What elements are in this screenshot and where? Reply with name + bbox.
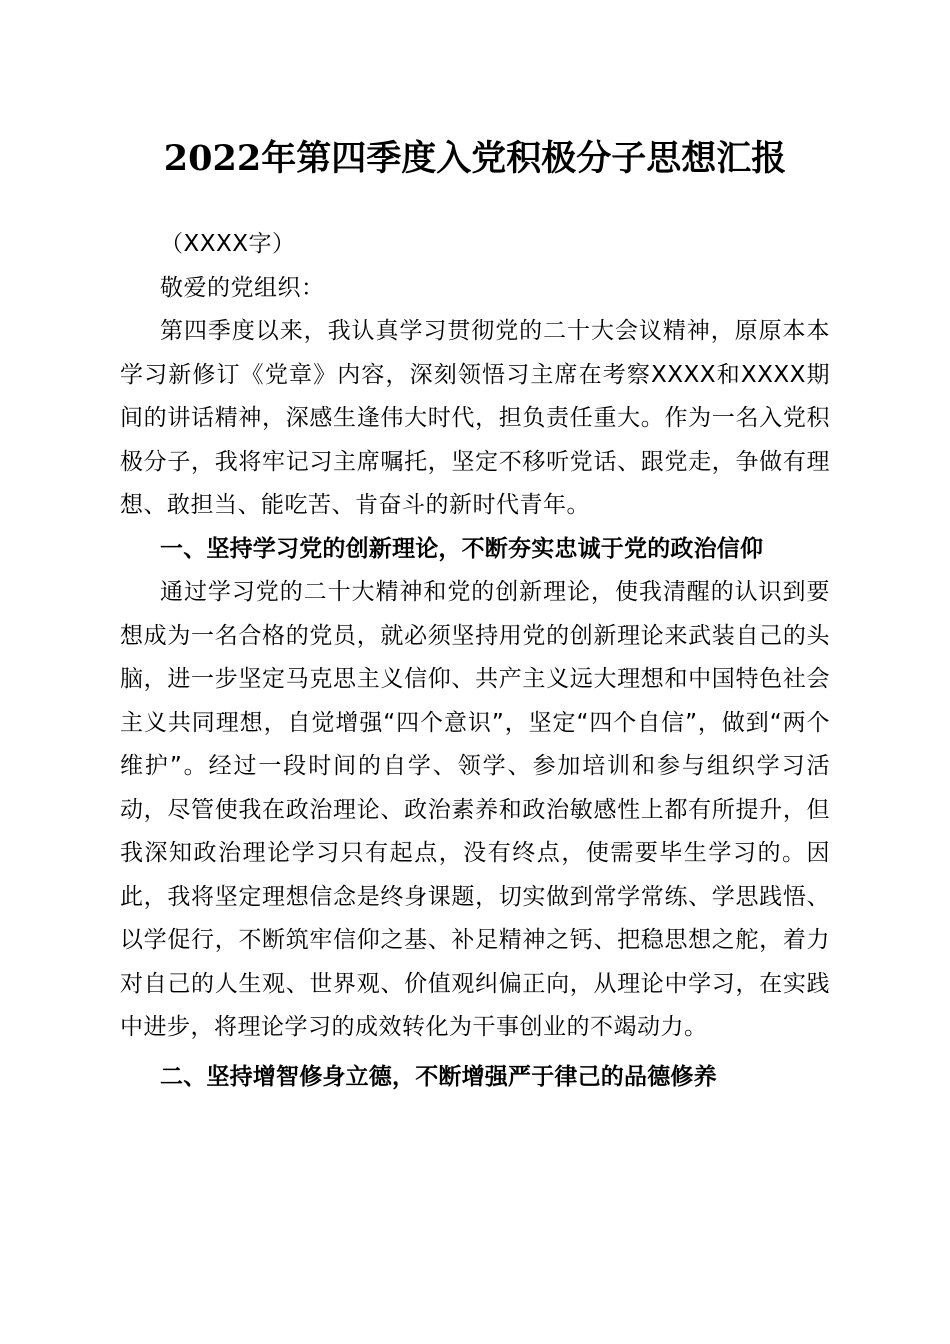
word-count-note: （XXXX字）: [160, 231, 296, 257]
intro-paragraph: 第四季度以来，我认真学习贯彻党的二十大会议精神，原原本本学习新修订《党章》内容，深刻领悟习主席在考察XXXX和XXXX期间的讲话精神，深感生逢伟大时代，担负责任重大。作为一名入党积极分子，我将牢记习主席嘱托，坚定不移听党话、跟党走，争做有理想、敢担当、能吃苦、肯奋斗的新时代青年。: [120, 318, 830, 518]
document-body: [120, 223, 830, 1099]
section-1-paragraph: 通过学习党的二十大精神和党的创新理论，使我清醒的认识到要想成为一名合格的党员，就必须坚持用党的创新理论来武装自己的头脑，进一步坚定马克思主义信仰、共产主义远大理想和中国特色社会主义共同理想，自觉增强“四个意识”，坚定“四个自信”，做到“两个维护”。经过一段时间的自学、领学、参加培训和参与组织学习活动，尽管使我在政治理论、政治素养和政治敏感性上都有所提升，但我深知政治理论学习只有起点，没有终点，使需要毕生学习的。因此，我将坚定理想信念是终身课题，切实做到常学常练、学思践悟、以学促行，不断筑牢信仰之基、补足精神之钙、把稳思想之舵，着力对自己的人生观、世界观、价值观纠偏正向，从理论中学习，在实践中进步，将理论学习的成效转化为干事创业的不竭动力。: [120, 579, 830, 1040]
salutation: 敬爱的党组织：: [160, 274, 325, 301]
section-1-heading: 一、坚持学习党的创新理论，不断夯实忠诚于党的政治信仰: [160, 535, 764, 562]
document-title: 2022年第四季度入党积极分子思想汇报: [163, 138, 787, 179]
section-2-heading: 二、坚持增智修身立德，不断增强严于律己的品德修养: [160, 1063, 717, 1090]
